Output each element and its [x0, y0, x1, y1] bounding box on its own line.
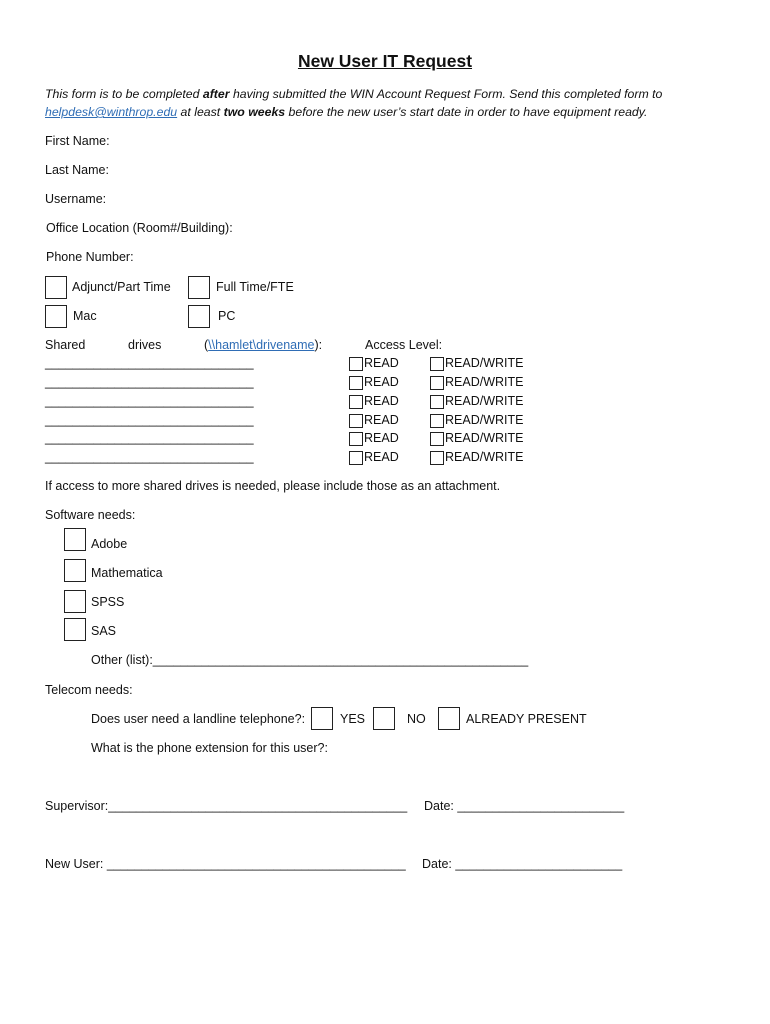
intro-text: This form is to be completed — [45, 87, 203, 101]
read-label: READ — [364, 450, 399, 464]
more-drives-note: If access to more shared drives is needed, please include those as an attachment. — [45, 479, 501, 493]
office-location-label: Office Location (Room#/Building): — [46, 221, 233, 235]
drives-label: drives — [128, 338, 162, 352]
mac-checkbox[interactable] — [45, 305, 67, 328]
software-heading: Software needs: — [45, 508, 136, 522]
supervisor-signature-field[interactable]: Supervisor:___________________________________________ — [45, 799, 408, 813]
shared-drive-field[interactable]: ______________________________ — [45, 431, 254, 445]
read-write-label: READ/WRITE — [445, 450, 524, 464]
read-checkbox[interactable] — [349, 376, 363, 390]
already-present-label: ALREADY PRESENT — [466, 712, 587, 726]
read-write-label: READ/WRITE — [445, 356, 524, 370]
intro-text: before the new user’s start date in order to have equipment ready. — [285, 105, 648, 119]
intro-text: at least — [177, 105, 224, 119]
page-title: New User IT Request — [297, 51, 473, 71]
yes-checkbox[interactable] — [311, 707, 333, 730]
spss-label: SPSS — [91, 595, 125, 609]
read-checkbox[interactable] — [349, 395, 363, 409]
already-present-checkbox[interactable] — [438, 707, 460, 730]
sas-checkbox[interactable] — [64, 618, 86, 641]
fulltime-checkbox[interactable] — [188, 276, 210, 299]
pc-label: PC — [218, 309, 236, 323]
drive-path-link[interactable]: \\hamlet\drivename — [208, 338, 315, 352]
no-label: NO — [407, 712, 426, 726]
adjunct-label: Adjunct/Part Time — [72, 280, 171, 294]
adobe-checkbox[interactable] — [64, 528, 86, 551]
read-label: READ — [364, 356, 399, 370]
paren: ): — [314, 338, 323, 352]
read-write-checkbox[interactable] — [430, 432, 444, 446]
fulltime-label: Full Time/FTE — [216, 280, 294, 294]
read-checkbox[interactable] — [349, 451, 363, 465]
access-level-label: Access Level: — [365, 338, 443, 352]
drive-path-hint — [204, 337, 322, 353]
new-user-date-field[interactable]: Date: ________________________ — [422, 857, 623, 871]
mac-label: Mac — [73, 309, 97, 323]
intro-text: having submitted the WIN Account Request Form. Send this completed form to — [229, 87, 663, 101]
read-label: READ — [364, 375, 399, 389]
read-write-label: READ/WRITE — [445, 375, 524, 389]
helpdesk-email-link[interactable]: helpdesk@winthrop.edu — [45, 105, 178, 119]
read-label: READ — [364, 394, 399, 408]
read-label: READ — [364, 413, 399, 427]
shared-drive-field[interactable]: ______________________________ — [45, 356, 254, 370]
mathematica-checkbox[interactable] — [64, 559, 86, 582]
read-write-checkbox[interactable] — [430, 414, 444, 428]
telecom-heading: Telecom needs: — [45, 683, 133, 697]
pc-checkbox[interactable] — [188, 305, 210, 328]
paren: ( — [204, 338, 209, 352]
no-checkbox[interactable] — [373, 707, 395, 730]
landline-question: Does user need a landline telephone?: — [91, 712, 306, 726]
sas-label: SAS — [91, 624, 117, 638]
intro-line-1 — [45, 86, 662, 102]
shared-drive-field[interactable]: ______________________________ — [45, 450, 254, 464]
read-checkbox[interactable] — [349, 414, 363, 428]
read-write-label: READ/WRITE — [445, 431, 524, 445]
read-checkbox[interactable] — [349, 432, 363, 446]
read-write-checkbox[interactable] — [430, 451, 444, 465]
shared-label: Shared — [45, 338, 86, 352]
last-name-label: Last Name: — [45, 163, 109, 177]
read-write-checkbox[interactable] — [430, 357, 444, 371]
username-label: Username: — [45, 192, 107, 206]
shared-drive-field[interactable]: ______________________________ — [45, 413, 254, 427]
read-label: READ — [364, 431, 399, 445]
yes-label: YES — [340, 712, 366, 726]
adobe-label: Adobe — [91, 537, 128, 551]
read-write-label: READ/WRITE — [445, 394, 524, 408]
read-write-label: READ/WRITE — [445, 413, 524, 427]
spss-checkbox[interactable] — [64, 590, 86, 613]
adjunct-checkbox[interactable] — [45, 276, 67, 299]
read-write-checkbox[interactable] — [430, 395, 444, 409]
mathematica-label: Mathematica — [91, 566, 163, 580]
supervisor-date-field[interactable]: Date: ________________________ — [424, 799, 625, 813]
phone-number-label: Phone Number: — [46, 250, 134, 264]
software-other-field[interactable]: Other (list):______________________________________________________ — [91, 653, 529, 667]
extension-question: What is the phone extension for this user?: — [91, 741, 328, 755]
read-write-checkbox[interactable] — [430, 376, 444, 390]
intro-emphasis-after: after — [202, 87, 230, 101]
intro-emphasis-two-weeks: two weeks — [223, 105, 286, 119]
intro-line-2 — [45, 104, 647, 120]
shared-drive-field[interactable]: ______________________________ — [45, 394, 254, 408]
shared-drive-field[interactable]: ______________________________ — [45, 375, 254, 389]
first-name-label: First Name: — [45, 134, 110, 148]
new-user-signature-field[interactable]: New User: ___________________________________________ — [45, 857, 406, 871]
read-checkbox[interactable] — [349, 357, 363, 371]
